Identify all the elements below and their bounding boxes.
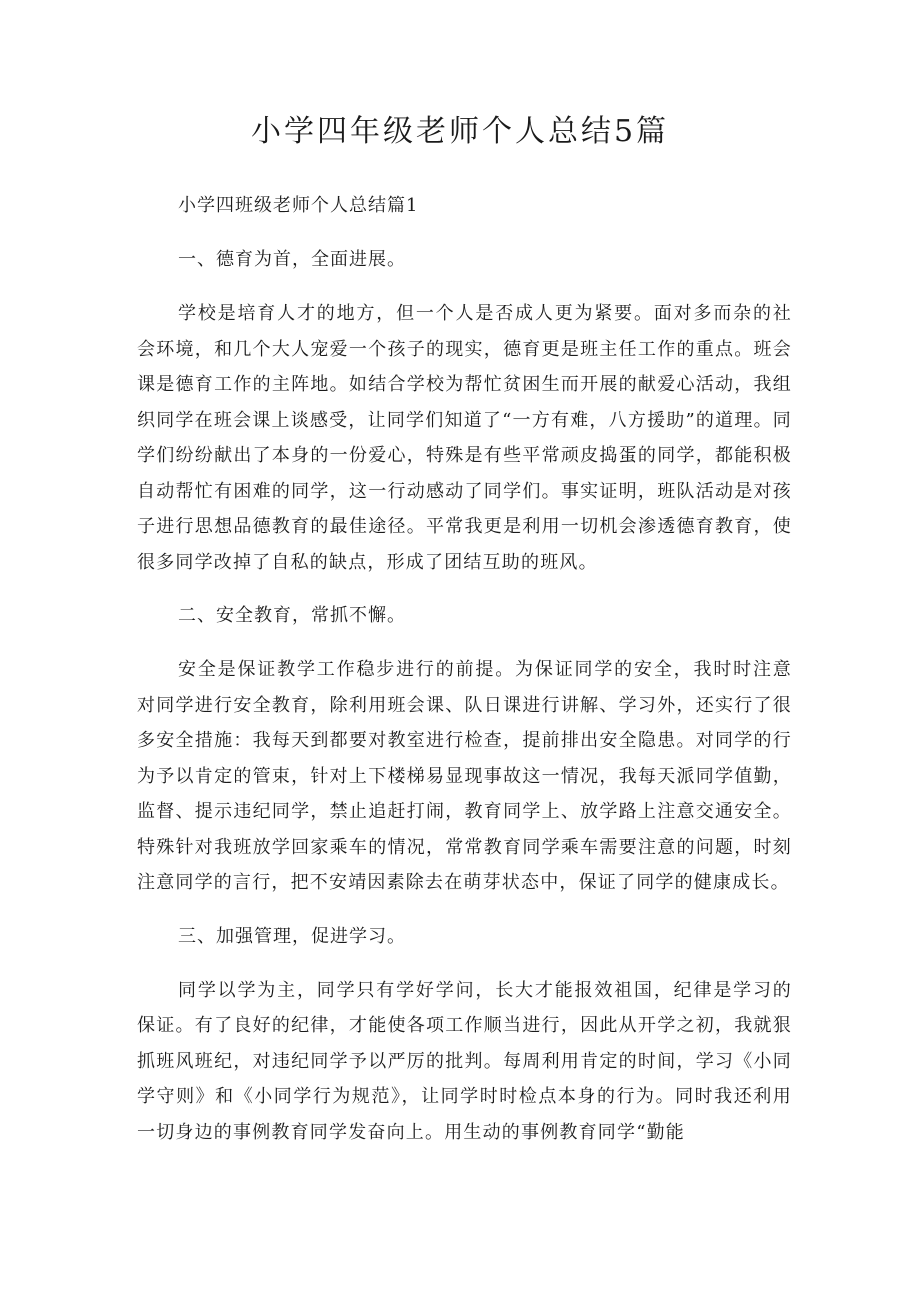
document-body [137,188,792,1168]
section-paragraph-1: 学校是培育人才的地方，但一个人是否成人更为紧要。面对多而杂的社会环境，和几个大人宠爱一个孩子的现实，德育更是班主任工作的重点。班会课是德育工作的主阵地。如结合学校为帮忙贫困生而开展的献爱心活动，我组织同学在班会课上谈感受，让同学们知道了“一方有难，八方援助”的道理。同学们纷纷献出了本身的一份爱心，特殊是有些平常顽皮捣蛋的同学，都能积极自动帮忙有困难的同学，这一行动感动了同学们。事实证明，班队活动是对孩子进行思想品德教育的最佳途径。平常我更是利用一切机会渗透德育教育，使很多同学改掉了自私的缺点，形成了团结互助的班风。 [137,303,792,573]
section-heading-2: 二、安全教育，常抓不懈。 [178,605,406,626]
article-subtitle: 小学四班级老师个人总结篇1 [178,195,419,216]
section-paragraph-3: 同学以学为主，同学只有学好学问，长大才能报效祖国，纪律是学习的保证。有了良好的纪律，才能使各项工作顺当进行，因此从开学之初，我就狠抓班风班纪，对违纪同学予以严厉的批判。每周利用肯定的时间，学习《小同学守则》和《小同学行为规范》，让同学时时检点本身的行为。同时我还利用一切身边的事例教育同学发奋向上。用生动的事例教育同学“勤能 [137,979,792,1143]
document-title: 小学四年级老师个人总结5篇 [250,114,670,149]
section-heading-1: 一、德育为首，全面进展。 [178,249,406,270]
section-paragraph-2: 安全是保证教学工作稳步进行的前提。为保证同学的安全，我时时注意对同学进行安全教育，除利用班会课、队日课进行讲解、学习外，还实行了很多安全措施：我每天到都要对教室进行检查，提前排出安全隐患。对同学的行为予以肯定的管束，针对上下楼梯易显现事故这一情况，我每天派同学值勤，监督、提示违纪同学，禁止追赶打闹，教育同学上、放学路上注意交通安全。特殊针对我班放学回家乘车的情况，常常教育同学乘车需要注意的问题，时刻注意同学的言行，把不安靖因素除去在萌芽状态中，保证了同学的健康成长。 [137,659,792,893]
section-heading-3: 三、加强管理，促进学习。 [178,925,406,947]
